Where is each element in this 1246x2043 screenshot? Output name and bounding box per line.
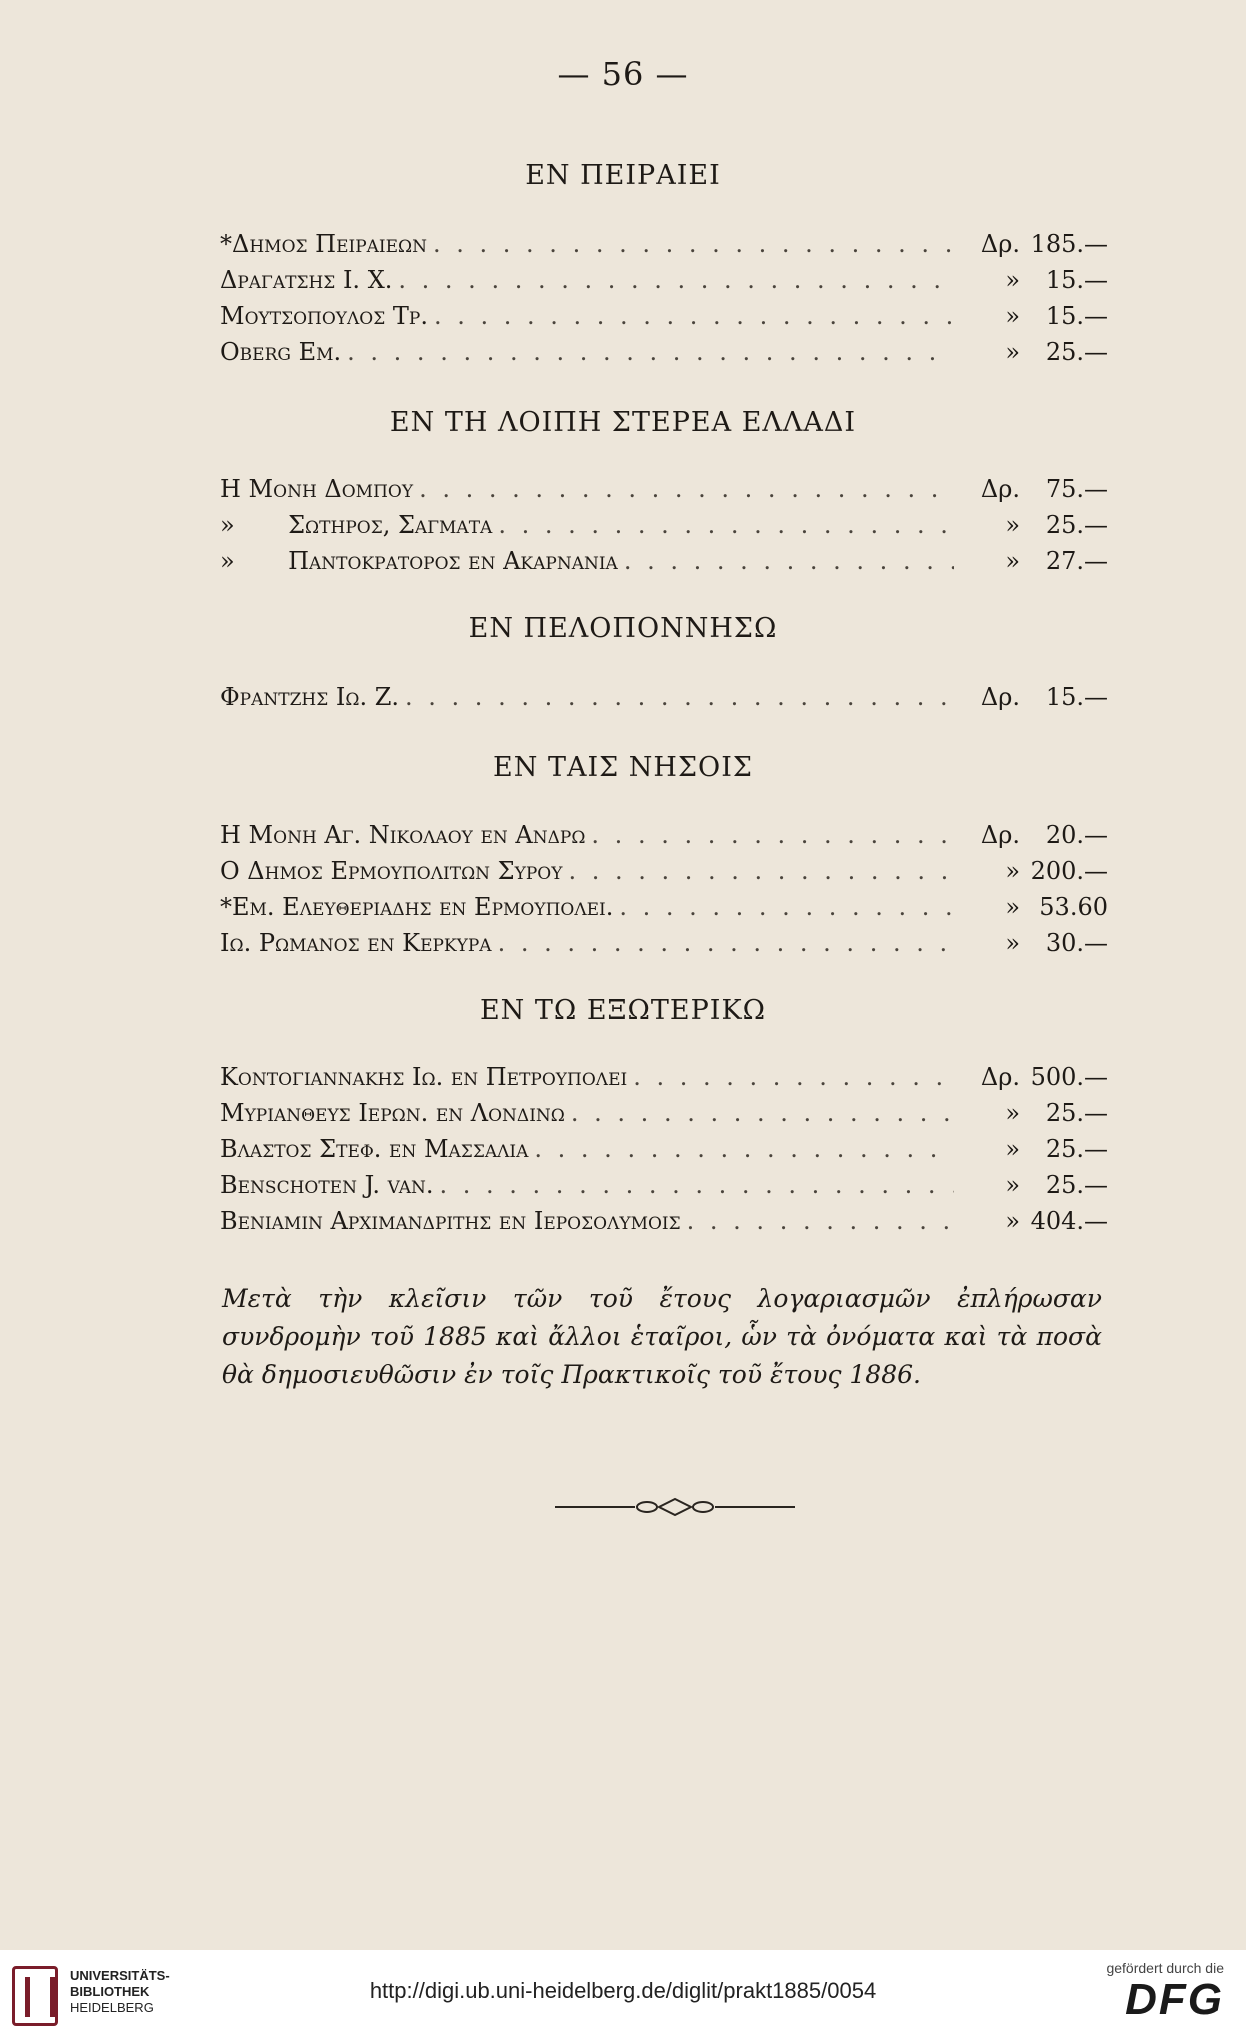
funding-text: gefördert durch die [1106,1960,1224,1976]
section-heading: ΕΝ ΤΩ ΕΞΩΤΕΡΙΚΩ [479,995,767,1026]
list-item [220,1063,1108,1099]
amount: 20.— [1045,821,1108,849]
donor-name: Beniamin Αρχιμανδριτης εν Ιεροσολυμοις [220,1207,681,1235]
amount: 53.60 [1039,893,1108,921]
leader-dots [419,475,954,503]
currency-label: » [1005,1135,1020,1163]
section-heading: ΕΝ ΠΕΛΟΠΟΝΝΗΣΩ [468,613,778,644]
currency-label: » [1005,929,1020,957]
list-item [220,1171,1108,1207]
footer-bar [0,1950,1246,2043]
amount: 25.— [1045,1099,1108,1127]
list-item [220,893,1108,929]
donor-name: Oberg Εμ. [220,338,342,366]
list-item [220,230,1108,266]
currency-label: Δρ. [980,230,1020,258]
leader-dots [534,1135,954,1163]
leader-dots [498,511,954,539]
list-item [220,475,1108,511]
list-item [220,929,1108,965]
leader-dots [624,547,954,575]
amount: 404.— [1030,1207,1108,1235]
list-item [220,1099,1108,1135]
amount: 15.— [1045,302,1108,330]
donor-name: Κοντογιαννακης Ιω. εν Πετρουπολει [220,1063,628,1091]
amount: 25.— [1045,338,1108,366]
list-item [220,511,1108,547]
donor-name: Η Μονη Δομπου [220,475,414,503]
amount: 25.— [1045,1135,1108,1163]
leader-dots [633,1063,954,1091]
leader-dots [591,821,954,849]
donor-name: Benschoten J. van. [220,1171,434,1199]
page-number: — 56 — [557,55,689,93]
donor-name: *Δημος Πειραιεων [220,230,428,258]
list-item [220,266,1108,302]
leader-dots [433,230,954,258]
list-item [220,683,1108,719]
currency-label: » [1005,302,1020,330]
leader-dots [498,929,954,957]
currency-label: » [1005,893,1020,921]
leader-dots [398,266,954,294]
leader-dots [347,338,954,366]
amount: 30.— [1045,929,1108,957]
donor-name: Ιω. Ρωμανος εν Κερκυρα [220,929,492,957]
currency-label: Δρ. [980,1063,1020,1091]
currency-label: » [1005,547,1020,575]
amount: 15.— [1045,266,1108,294]
donor-name: Δραγατσης Ι. Χ. [220,266,393,294]
section-heading: ΕΝ ΠΕΙΡΑΙΕΙ [525,160,721,191]
currency-label: » [1005,266,1020,294]
closing-note: Μετὰ τὴν κλεῖσιν τῶν τοῦ ἔτους λογαριασμῶν ἐπλήρωσαν συνδρομὴν τοῦ 1885 καὶ ἄλλοι ἑταῖροι, ὧν τὰ ὀνόματα καὶ τὰ ποσὰ θὰ δημοσιευθῶσιν ἐν τοῖς Πρακτικοῖς τοῦ ἔτους 1886. [222,1284,1102,1389]
currency-label: » [1005,1099,1020,1127]
library-line-3: HEIDELBERG [70,2000,154,2015]
list-item [220,338,1108,374]
list-item [220,1207,1108,1243]
currency-label: » [1005,1207,1020,1235]
amount: 27.— [1045,547,1108,575]
leader-dots [687,1207,954,1235]
list-item [220,1135,1108,1171]
list-item [220,821,1108,857]
currency-label: » [1005,857,1020,885]
dfg-funding-logo[interactable] [1084,1960,1224,2024]
currency-label: Δρ. [980,475,1020,503]
amount: 25.— [1045,1171,1108,1199]
leader-dots [440,1171,954,1199]
library-line-2: BIBLIOTHEK [70,1984,150,1999]
dfg-logo-text: DFG [1125,1975,1224,2024]
donor-name: Φραντζης Ιω. Ζ. [220,683,400,711]
currency-label: » [1005,338,1020,366]
donor-name: » Παντοκρατορος εν Ακαρνανια [220,547,618,575]
leader-dots [568,857,954,885]
leader-dots [405,683,954,711]
donor-name: Μουτσοπουλος Τρ. [220,302,428,330]
permalink-url[interactable]: http://digi.ub.uni-heidelberg.de/diglit/prakt1885/0054 [369,1978,877,2003]
list-item [220,302,1108,338]
donor-name: *Εμ. Ελευθεριαδης εν Ερμουπολει. [220,893,614,921]
donor-name: Μυριανθευς Ιερων. εν Λονδινω [220,1099,565,1127]
amount: 25.— [1045,511,1108,539]
ornament-divider [555,1495,795,1519]
currency-label: Δρ. [980,821,1020,849]
leader-dots [571,1099,954,1127]
donor-name: » Σωτηρος, Σαγματα [220,511,493,539]
amount: 500.— [1030,1063,1108,1091]
amount: 185.— [1030,230,1108,258]
leader-dots [619,893,954,921]
donor-name: Βλαστος Στεφ. εν Μασσαλια [220,1135,529,1163]
amount: 75.— [1045,475,1108,503]
list-item [220,547,1108,583]
amount: 200.— [1030,857,1108,885]
donor-name: Ο Δημος Ερμουπολιτων Συρου [220,857,563,885]
leader-dots [434,302,954,330]
section-heading: ΕΝ ΤΗ ΛΟΙΠΗ ΣΤΕΡΕΑ ΕΛΛΑΔΙ [389,407,857,438]
donor-name: Η Μονη Αγ. Νικολαου εν Ανδρω [220,821,586,849]
list-item [220,857,1108,893]
library-line-1: UNIVERSITÄTS- [70,1968,170,1983]
section-heading: ΕΝ ΤΑΙΣ ΝΗΣΟΙΣ [493,752,753,783]
currency-label: » [1005,511,1020,539]
amount: 15.— [1045,683,1108,711]
currency-label: » [1005,1171,1020,1199]
currency-label: Δρ. [980,683,1020,711]
